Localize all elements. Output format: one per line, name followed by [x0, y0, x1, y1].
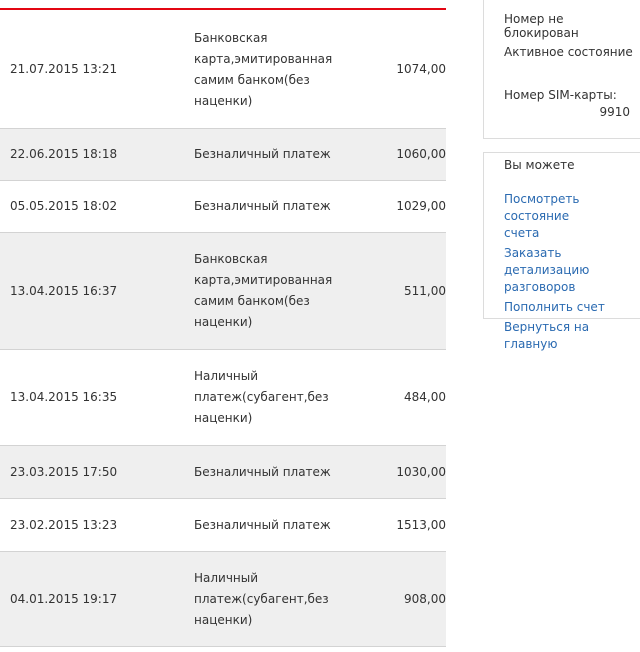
action-item: [504, 299, 634, 316]
payments-table: [0, 11, 446, 647]
payment-row: [0, 446, 446, 499]
header-divider: [0, 8, 446, 10]
action-link-text: Заказать детализацию: [504, 246, 590, 277]
action-link-text: Вернуться на главную: [504, 320, 590, 351]
payment-type-line: наценки): [194, 612, 253, 627]
payment-amount: 1513,00: [396, 517, 446, 532]
payment-amount: 484,00: [404, 390, 446, 404]
payment-row: [0, 350, 446, 446]
payment-amount: 908,00: [404, 591, 446, 606]
payment-row: [0, 11, 446, 129]
payment-type-line: самим банком(без: [194, 72, 310, 87]
action-link-text: счета: [504, 226, 540, 240]
sim-status-panel: [483, 0, 640, 139]
payment-type-line: Наличный: [194, 570, 259, 585]
payment-type-line: платеж(субагент,без: [194, 390, 329, 404]
block-status-text: Номер не блокирован: [504, 12, 579, 40]
payment-type: [194, 499, 334, 551]
payment-type-line: Наличный: [194, 369, 259, 383]
payment-type-line: карта,эмитированная: [194, 273, 333, 287]
payment-type: [194, 233, 334, 349]
payment-type-line: Банковская: [194, 30, 268, 45]
payment-type-line: самим банком(без: [194, 294, 310, 308]
action-item: [504, 319, 634, 353]
order-call-details-link[interactable]: [504, 246, 589, 294]
back-to-home-link[interactable]: [504, 320, 589, 351]
payment-row: [0, 499, 446, 552]
payment-type: [194, 181, 334, 232]
payment-amount: 1029,00: [396, 199, 446, 213]
payment-type: [194, 552, 334, 646]
payment-amount: 1030,00: [396, 464, 446, 479]
actions-heading: Вы можете: [504, 158, 575, 172]
payment-date: 04.01.2015 19:17: [10, 591, 118, 606]
action-link-text: Пополнить счет: [504, 300, 605, 314]
action-item: [504, 191, 634, 242]
payment-type: [194, 446, 334, 498]
payment-date: 23.02.2015 13:23: [10, 517, 118, 532]
sim-number-label: Номер SIM-карты:: [504, 88, 617, 102]
payment-type-line: наценки): [194, 315, 253, 329]
payment-type: [194, 129, 334, 180]
action-link-text: разговоров: [504, 280, 576, 294]
payment-date: 21.07.2015 13:21: [10, 62, 118, 76]
payment-date: 22.06.2015 18:18: [10, 147, 118, 161]
payment-row: [0, 552, 446, 647]
payment-type-line: карта,эмитированная: [194, 51, 333, 66]
payment-date: 05.05.2015 18:02: [10, 199, 118, 213]
payment-type-line: платеж(субагент,без: [194, 591, 329, 606]
payment-type-line: Безналичный платеж: [194, 147, 331, 161]
payment-row: [0, 181, 446, 233]
action-item: [504, 245, 634, 296]
payment-type-line: наценки): [194, 411, 253, 425]
payment-type-line: Безналичный платеж: [194, 517, 331, 532]
payment-row: [0, 129, 446, 181]
top-up-account-link[interactable]: [504, 300, 605, 314]
payment-amount: 1074,00: [396, 62, 446, 76]
payment-amount: 1060,00: [396, 147, 446, 161]
payment-type: [194, 11, 334, 128]
actions-panel: [483, 152, 640, 351]
payment-date: 13.04.2015 16:35: [10, 390, 118, 404]
payment-type-line: Безналичный платеж: [194, 464, 331, 479]
view-account-status-link[interactable]: [504, 192, 579, 240]
line-state-text: Активное состояние: [504, 45, 633, 59]
payment-type-line: наценки): [194, 93, 253, 108]
payment-type-line: Банковская: [194, 252, 268, 266]
payment-amount: 511,00: [404, 283, 446, 298]
payment-row: [0, 233, 446, 350]
action-link-text: Посмотреть состояние: [504, 192, 580, 223]
payment-type-line: Безналичный платеж: [194, 199, 331, 213]
sim-number-value: 9910: [599, 105, 630, 119]
payment-date: 23.03.2015 17:50: [10, 464, 118, 479]
payment-type: [194, 350, 334, 445]
payment-date: 13.04.2015 16:37: [10, 283, 118, 298]
actions-list: [504, 191, 634, 356]
